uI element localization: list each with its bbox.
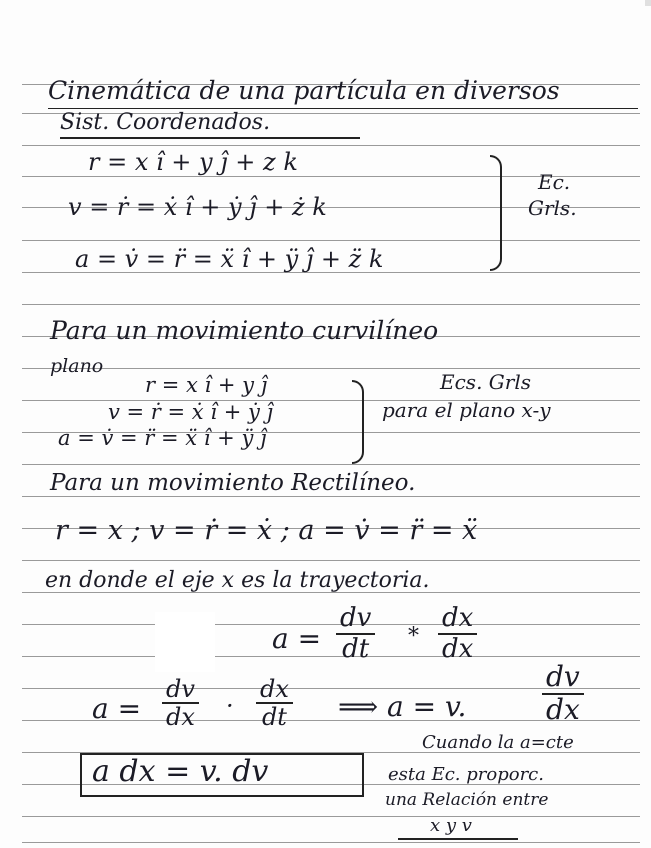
fraction-numerator: dx [256,676,293,704]
page-title: Cinemática de una partícula en diversos [48,76,560,105]
side-note-line-4: x y v [430,815,472,836]
rectilinear-equations: r = x ; v = ṙ = ẋ ; a = v̇ = r̈ = ẍ [55,515,478,546]
fraction-dv-dt [336,604,375,663]
plane-acceleration-equation: a = v̇ = r̈ = ẍ î + ÿ ĵ [58,426,267,450]
general-note-2: Grls. [528,196,577,220]
right-brace [352,380,364,464]
ruled-line [22,842,640,843]
fraction-dv-dx [162,676,199,731]
ruled-line [22,304,640,305]
position-equation: r = x î + y ĵ + z k [88,148,298,176]
plane-note-2: para el plano x-y [382,398,551,422]
ruled-line [22,816,640,817]
rectilinear-heading: Para un movimiento Rectilíneo. [50,470,416,496]
implies-result: ⟹ a = v. [338,690,467,723]
right-brace [490,155,502,271]
boxed-equation: a dx = v. dv [92,754,269,789]
side-note-underline [398,838,518,840]
fraction-denominator: dx [442,633,474,664]
page-subtitle: Sist. Coordenados. [60,110,271,135]
page-corner [645,0,651,6]
side-note-line-2: esta Ec. proporc. [388,764,544,785]
ruled-line [22,240,640,241]
fraction-dx-dx [438,604,477,663]
ruled-line [22,368,640,369]
fraction-denominator: dx [546,692,580,726]
fraction-numerator: dv [542,662,584,695]
acceleration-equation: a = v̇ = r̈ = ẍ î + ÿ ĵ + z̈ k [75,245,384,273]
fraction-denominator: dt [261,703,287,732]
fraction-dx-dt [256,676,293,731]
accel-symbol: a = [92,692,142,725]
fraction-denominator: dx [166,703,195,732]
ruled-line [22,496,640,497]
subtitle-underline [60,137,360,139]
velocity-equation: v = ṙ = ẋ î + ẏ ĵ + ż k [68,193,327,221]
dot-operator: · [226,692,234,720]
multiply-sign: * [408,624,419,649]
ruled-line [22,464,640,465]
plane-heading: Para un movimiento curvilíneo [50,316,439,345]
ruled-line [22,145,640,146]
general-note-1: Ec. [538,170,571,194]
paper-patch [155,612,215,672]
fraction-denominator: dt [342,633,370,664]
plane-note-1: Ecs. Grls [440,370,531,394]
plane-heading-2: plano [50,355,104,377]
fraction-numerator: dv [336,604,375,635]
ruled-line [22,560,640,561]
side-note-line-1: Cuando la a=cte [422,732,574,753]
fraction-numerator: dv [162,676,199,704]
ruled-line [22,624,640,625]
trajectory-note: en donde el eje x es la trayectoria. [45,568,430,593]
accel-symbol: a = [272,622,322,655]
plane-velocity-equation: v = ṙ = ẋ î + ẏ ĵ [108,400,274,424]
ruled-line [22,656,640,657]
title-underline [48,108,638,109]
plane-position-equation: r = x î + y ĵ [145,373,268,397]
side-note-line-3: una Relación entre [385,790,549,810]
fraction-numerator: dx [438,604,477,635]
fraction-dv-dx [542,662,584,726]
